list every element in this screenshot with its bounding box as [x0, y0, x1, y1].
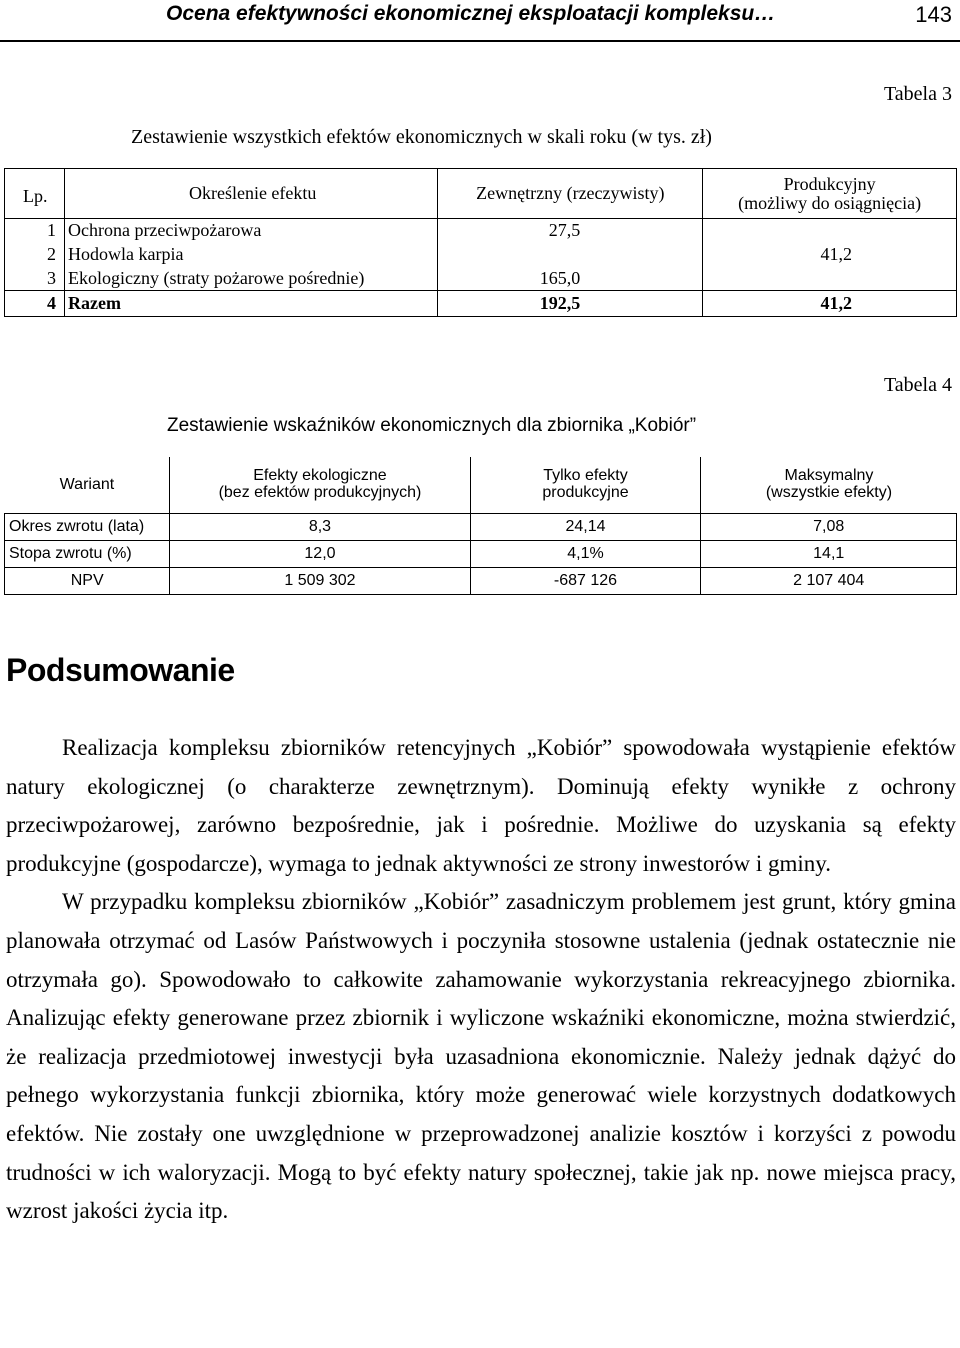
header-eco-line2: (bez efektów produkcyjnych): [218, 484, 422, 501]
header-eco-line1: Efekty ekologiczne: [253, 467, 387, 485]
cell-external: [438, 243, 703, 267]
running-title: Ocena efektywności ekonomicznej eksploatacji kompleksu…: [166, 2, 776, 25]
cell-external: 165,0: [438, 267, 703, 291]
effects-table: [4, 168, 957, 317]
cell-label: Okres zwrotu (lata): [5, 514, 170, 541]
cell-prod: 24,14: [470, 514, 701, 541]
page-number: 143: [915, 2, 952, 27]
cell-external: 27,5: [438, 219, 703, 243]
cell-name: Razem: [64, 291, 437, 317]
header-prod-line1: Tylko efekty: [543, 467, 628, 485]
cell-name: Ochrona przeciwpożarowa: [64, 219, 437, 243]
header-external: Zewnętrzny (rzeczywisty): [438, 169, 703, 219]
header-production-line2: (możliwy do osiągnięcia): [738, 192, 922, 213]
summary-paragraph-2: W przypadku kompleksu zbiorników „Kobiór” zasadniczym problemem jest grunt, który gmina planowała otrzymać od Lasów Państwowych i poczyniła stosowne ustalenia (jednak ostatecznie nie otrzymała go). Spowodowało to całkowite zahamowanie wykorzystania rekreacyjnego zbiornika. Analizując efekty generowane przez zbiornik i wyliczone wskaźniki ekonomiczne, można stwierdzić, że realizacja przedmiotowej inwestycji była uzasadniona ekonomicznie. Należy jednak dążyć do pełnego wykorzystania funkcji zbiornika, który może generować wiele korzystnych dodatkowych efektów. Nie zostały one uwzględnione w przeprowadzonej analizie kosztów i korzyści z powodu trudności w ich waloryzacji. Mogą to być efekty natury społecznej, takie jak np. nowe miejsca pracy, wzrost jakości życia itp.: [6, 889, 956, 1224]
cell-eco: 12,0: [170, 541, 470, 568]
table-row: [5, 514, 957, 541]
cell-production: [703, 267, 957, 291]
table-row: [5, 568, 957, 595]
cell-lp: 3: [5, 267, 65, 291]
cell-label: Stopa zwrotu (%): [5, 541, 170, 568]
section-heading: Podsumowanie: [6, 652, 235, 688]
header-eco: [170, 457, 470, 514]
indicators-table: [4, 457, 957, 595]
header-variant: Wariant: [5, 457, 170, 514]
table-header-row: [5, 457, 957, 514]
cell-name: Hodowla karpia: [64, 243, 437, 267]
table4-label: Tabela 4: [883, 374, 952, 396]
summary-paragraph-1: Realizacja kompleksu zbiorników retencyjnych „Kobiór” spowodowała wystąpienie efektów natury ekologicznej (o charakterze zewnętrznym). Dominują efekty wynikłe z ochrony przeciwpożarowej, zarówno bezpośrednie, jak i pośrednie. Możliwe do uzyskania są efekty produkcyjne (gospodarcze), wymaga to jednak aktywności ze strony inwestorów i gminy.: [6, 735, 956, 876]
cell-lp: 1: [5, 219, 65, 243]
table-total-row: [5, 291, 957, 317]
cell-prod: 4,1%: [470, 541, 701, 568]
cell-eco: 1 509 302: [170, 568, 470, 595]
header-prod-line2: produkcyjne: [542, 484, 629, 501]
header-max: [701, 457, 957, 514]
header-max-line1: Maksymalny: [784, 467, 874, 485]
table-row: [5, 267, 957, 291]
cell-max: 2 107 404: [701, 568, 957, 595]
table-row: [5, 243, 957, 267]
summary-body: [6, 729, 956, 1231]
cell-production: 41,2: [703, 243, 957, 267]
running-header: [0, 0, 960, 42]
header-effect-name: Określenie efektu: [64, 169, 437, 219]
cell-external: 192,5: [438, 291, 703, 317]
cell-lp: 4: [5, 291, 65, 317]
table3-caption: Zestawienie wszystkich efektów ekonomicznych w skali roku (w tys. zł): [131, 126, 712, 148]
cell-max: 14,1: [701, 541, 957, 568]
table3-label: Tabela 3: [883, 83, 952, 105]
cell-production: [703, 219, 957, 243]
header-lp: Lp.: [5, 169, 65, 219]
header-max-line2: (wszystkie efekty): [765, 484, 893, 501]
cell-label: NPV: [5, 568, 170, 595]
cell-name: Ekologiczny (straty pożarowe pośrednie): [64, 267, 437, 291]
table4-caption: Zestawienie wskaźników ekonomicznych dla zbiornika „Kobiór”: [167, 415, 697, 436]
table-row: [5, 219, 957, 243]
cell-lp: 2: [5, 243, 65, 267]
header-production: [703, 169, 957, 219]
header-prod: [470, 457, 701, 514]
cell-production: 41,2: [703, 291, 957, 317]
cell-max: 7,08: [701, 514, 957, 541]
cell-eco: 8,3: [170, 514, 470, 541]
cell-prod: -687 126: [470, 568, 701, 595]
table-header-row: [5, 169, 957, 219]
table-row: [5, 541, 957, 568]
header-production-line1: Produkcyjny: [783, 173, 876, 194]
